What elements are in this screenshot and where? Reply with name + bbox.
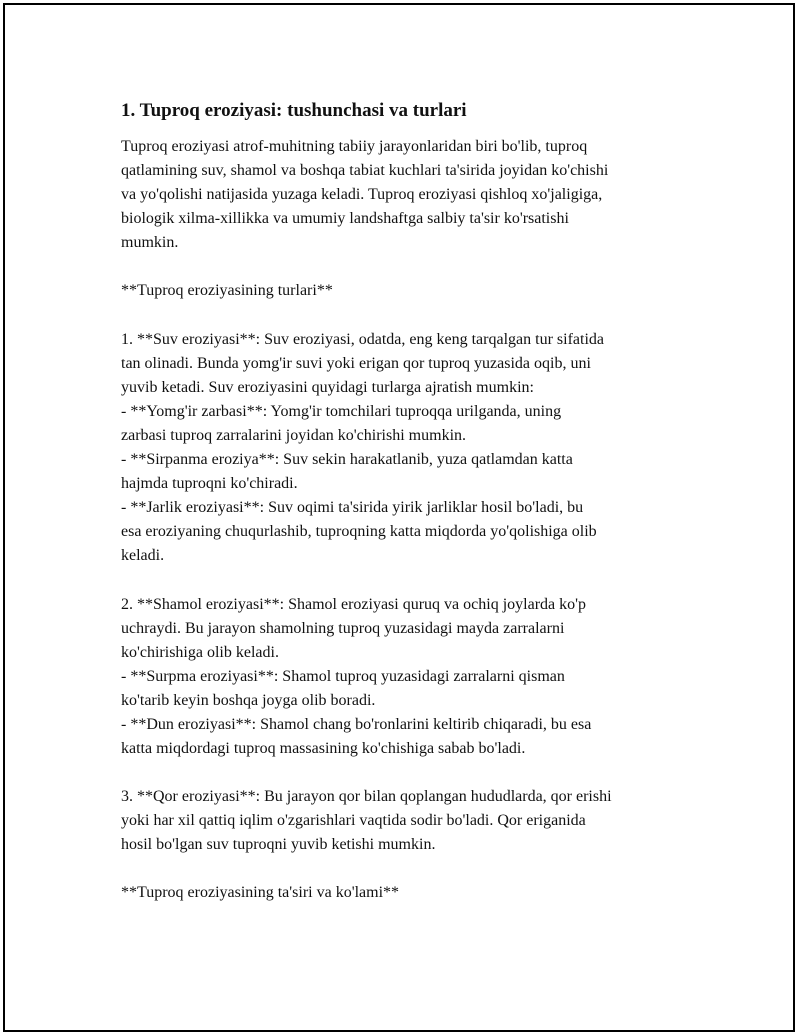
impact-heading: **Tuproq eroziyasining ta'siri va ko'lami**: [121, 884, 400, 902]
document-body: [121, 97, 701, 906]
intro-paragraph: Tuproq eroziyasi atrof-muhitning tabiiy jarayonlaridan biri bo'lib, tuproq qatlamining suv, shamol va boshqa tabiat kuchlari ta'sirida joyidan ko'chishi va yo'qolishi natijasida yuzaga keladi. Tuproq eroziyasi qishloq xo'jaligiga, biologik xilma-xillikka va umumiy landshaftga salbiy ta'sir ko'rsatishi mumkin.: [121, 138, 609, 252]
paragraph-spacer: [121, 761, 701, 785]
paragraph-spacer: [121, 255, 701, 279]
paragraph-spacer: [121, 304, 701, 328]
wind-erosion-section: 2. **Shamol eroziyasi**: Shamol eroziyasi quruq va ochiq joylarda ko'p uchraydi. Bu jarayon shamolning tuproq yuzasidagi mayda zarralarni ko'chirishiga olib keladi. - **Surpma eroziyasi**: Shamol tuproq yuzasidagi zarralarni qisman ko'tarib keyin boshqa joyga olib boradi. - **Dun eroziyasi**: Shamol chang bo'ronlarini keltirib chiqaradi, bu esa katta miqdordagi tuproq massasining ko'chishiga sabab bo'ladi.: [121, 595, 592, 758]
paragraph-spacer: [121, 857, 701, 881]
document-title: 1. Tuproq eroziyasi: tushunchasi va turlari: [121, 100, 467, 121]
water-erosion-section: 1. **Suv eroziyasi**: Suv eroziyasi, odatda, eng keng tarqalgan tur sifatida tan olinadi. Bunda yomg'ir suvi yoki erigan qor tuproq yuzasida oqib, uni yuvib ketadi. Suv eroziyasini quyidagi turlarga ajratish mumkin: - **Yomg'ir zarbasi**: Yomg'ir tomchilari tuproqqa urilganda, uning zarbasi tuproq zarralarini joyidan ko'chirishi mumkin. - **Sirpanma eroziya**: Suv sekin harakatlanib, yuza qatlamdan katta hajmda tuproqni ko'chiradi. - **Jarlik eroziyasi**: Suv oqimi ta'sirida yirik jarliklar hosil bo'ladi, bu esa eroziyaning chuqurlashib, tuproqning katta miqdorda yo'qolishiga olib keladi.: [121, 330, 604, 565]
page-frame: [3, 3, 795, 1032]
paragraph-spacer: [121, 569, 701, 593]
snow-erosion-section: 3. **Qor eroziyasi**: Bu jarayon qor bilan qoplangan hududlarda, qor erishi yoki har xil qattiq iqlim o'zgarishlari vaqtida sodir bo'ladi. Qor eriganida hosil bo'lgan suv tuproqni yuvib ketishi mumkin.: [121, 788, 612, 854]
types-heading: **Tuproq eroziyasining turlari**: [121, 282, 333, 300]
